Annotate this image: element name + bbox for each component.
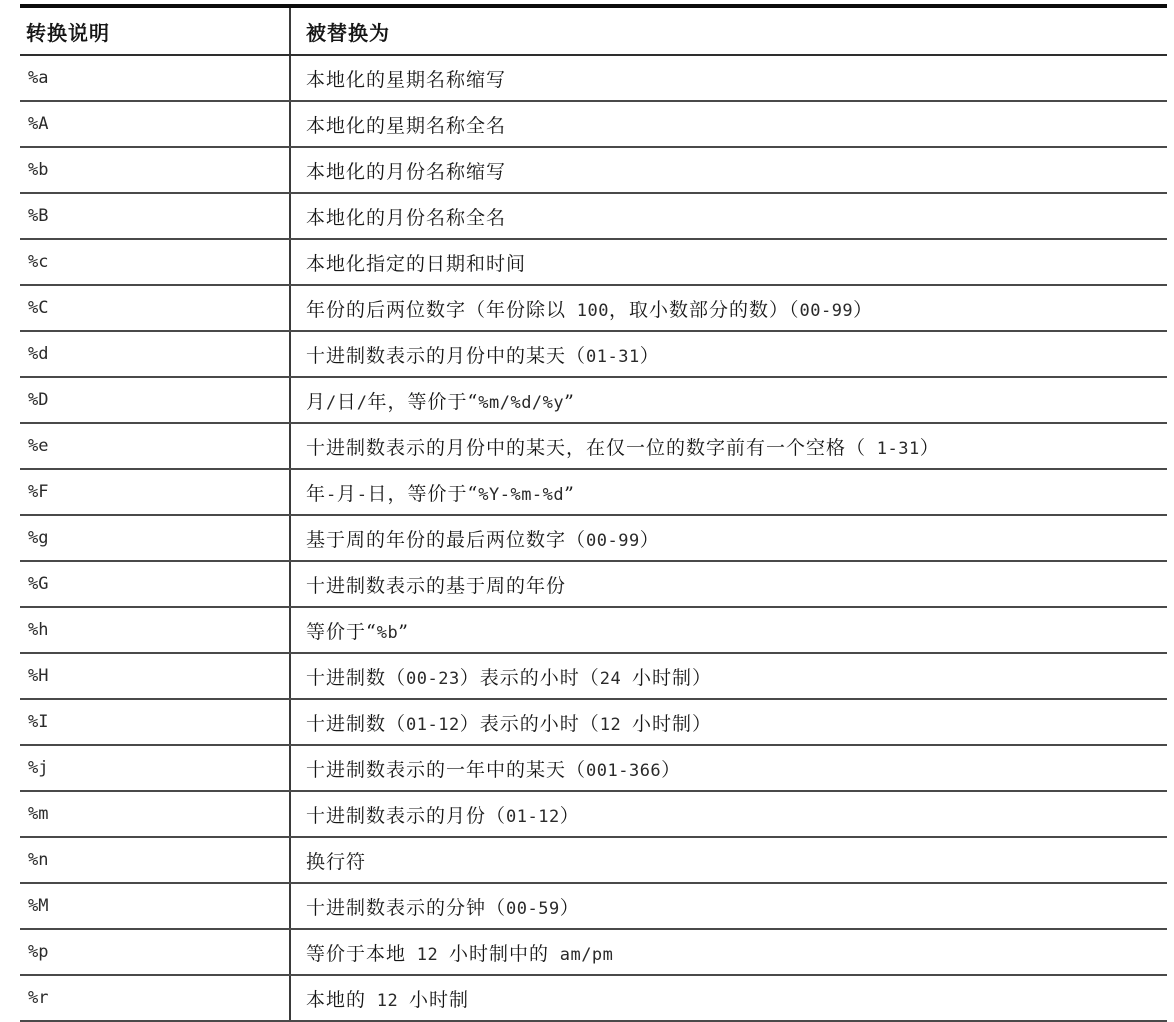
table-row bbox=[20, 469, 1167, 515]
table-row bbox=[20, 147, 1167, 193]
specifier-code: %G bbox=[20, 561, 290, 607]
table-body bbox=[20, 55, 1167, 1021]
specifier-code: %M bbox=[20, 883, 290, 929]
table-row bbox=[20, 193, 1167, 239]
specifier-code: %j bbox=[20, 745, 290, 791]
table-row bbox=[20, 331, 1167, 377]
table-row bbox=[20, 699, 1167, 745]
specifier-code: %c bbox=[20, 239, 290, 285]
table-row bbox=[20, 607, 1167, 653]
table-row bbox=[20, 929, 1167, 975]
specifier-code: %r bbox=[20, 975, 290, 1021]
column-header-replaced-by: 被替换为 bbox=[290, 6, 1167, 55]
table-row bbox=[20, 101, 1167, 147]
table-row bbox=[20, 55, 1167, 101]
specifier-code: %d bbox=[20, 331, 290, 377]
specifier-code: %h bbox=[20, 607, 290, 653]
format-specifier-table bbox=[20, 4, 1167, 1022]
table-row bbox=[20, 377, 1167, 423]
specifier-code: %g bbox=[20, 515, 290, 561]
specifier-code: %I bbox=[20, 699, 290, 745]
specifier-description: 换行符 bbox=[290, 837, 1167, 883]
specifier-code: %n bbox=[20, 837, 290, 883]
table-row bbox=[20, 515, 1167, 561]
specifier-description: 十进制数（00-23）表示的小时（24 小时制） bbox=[290, 653, 1167, 699]
specifier-description: 十进制数表示的一年中的某天（001-366） bbox=[290, 745, 1167, 791]
table-row bbox=[20, 745, 1167, 791]
specifier-code: %F bbox=[20, 469, 290, 515]
specifier-description: 等价于“%b” bbox=[290, 607, 1167, 653]
table-row bbox=[20, 975, 1167, 1021]
specifier-code: %a bbox=[20, 55, 290, 101]
table-row bbox=[20, 837, 1167, 883]
specifier-description: 年-月-日，等价于“%Y-%m-%d” bbox=[290, 469, 1167, 515]
table-row bbox=[20, 653, 1167, 699]
specifier-description: 月/日/年，等价于“%m/%d/%y” bbox=[290, 377, 1167, 423]
specifier-code: %A bbox=[20, 101, 290, 147]
specifier-code: %p bbox=[20, 929, 290, 975]
specifier-code: %H bbox=[20, 653, 290, 699]
specifier-description: 十进制数表示的月份（01-12） bbox=[290, 791, 1167, 837]
table-row bbox=[20, 561, 1167, 607]
specifier-description: 本地化的月份名称全名 bbox=[290, 193, 1167, 239]
specifier-code: %B bbox=[20, 193, 290, 239]
specifier-code: %D bbox=[20, 377, 290, 423]
column-header-conversion-spec: 转换说明 bbox=[20, 6, 290, 55]
specifier-description: 本地化的月份名称缩写 bbox=[290, 147, 1167, 193]
specifier-description: 基于周的年份的最后两位数字（00-99） bbox=[290, 515, 1167, 561]
specifier-description: 本地化的星期名称全名 bbox=[290, 101, 1167, 147]
specifier-description: 十进制数（01-12）表示的小时（12 小时制） bbox=[290, 699, 1167, 745]
table-header-row bbox=[20, 6, 1167, 55]
table-header bbox=[20, 6, 1167, 55]
specifier-description: 等价于本地 12 小时制中的 am/pm bbox=[290, 929, 1167, 975]
specifier-description: 年份的后两位数字（年份除以 100，取小数部分的数）（00-99） bbox=[290, 285, 1167, 331]
table-row bbox=[20, 791, 1167, 837]
specifier-code: %C bbox=[20, 285, 290, 331]
table-row bbox=[20, 285, 1167, 331]
specifier-description: 十进制数表示的分钟（00-59） bbox=[290, 883, 1167, 929]
table-row bbox=[20, 239, 1167, 285]
specifier-description: 本地的 12 小时制 bbox=[290, 975, 1167, 1021]
specifier-code: %b bbox=[20, 147, 290, 193]
table-row bbox=[20, 423, 1167, 469]
specifier-code: %e bbox=[20, 423, 290, 469]
specifier-code: %m bbox=[20, 791, 290, 837]
specifier-description: 本地化指定的日期和时间 bbox=[290, 239, 1167, 285]
specifier-description: 本地化的星期名称缩写 bbox=[290, 55, 1167, 101]
specifier-description: 十进制数表示的月份中的某天（01-31） bbox=[290, 331, 1167, 377]
table-row bbox=[20, 883, 1167, 929]
specifier-description: 十进制数表示的基于周的年份 bbox=[290, 561, 1167, 607]
specifier-description: 十进制数表示的月份中的某天，在仅一位的数字前有一个空格（ 1-31） bbox=[290, 423, 1167, 469]
